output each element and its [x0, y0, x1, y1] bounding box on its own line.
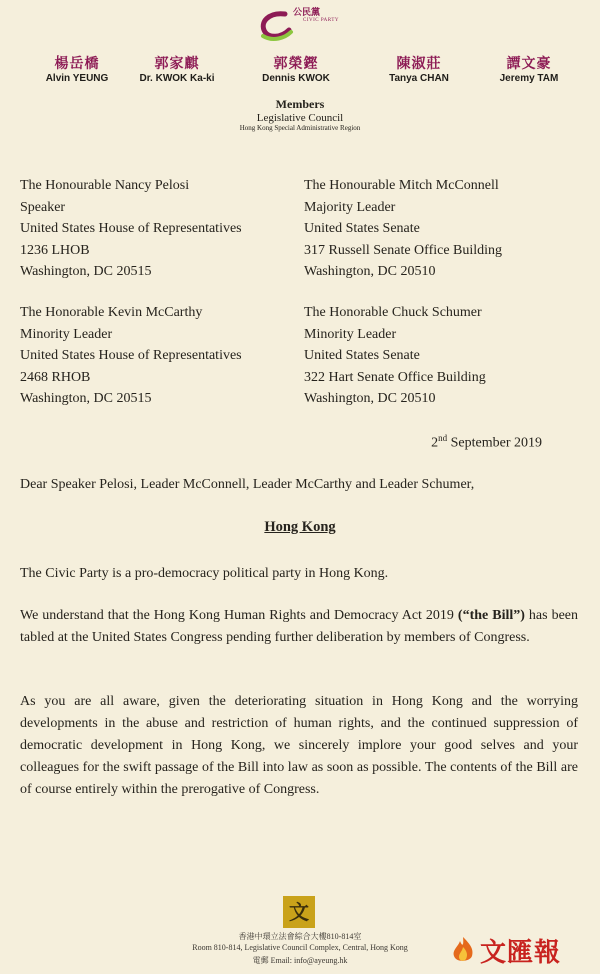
date-rest: September 2019 [447, 435, 542, 451]
recipient-mccarthy [20, 302, 242, 410]
paragraph-bill-text-b: has been tabled at the United States Congress pending further deliberation by members of Congress. [20, 608, 578, 645]
recipient-body: United States House of Representatives [20, 221, 242, 236]
recipient-body: United States House of Representatives [20, 348, 242, 363]
wenweipo-flame-icon [448, 935, 478, 965]
member-alvin-yeung [27, 56, 127, 85]
recipient-city: Washington, DC 20515 [20, 391, 152, 406]
date-suffix: nd [438, 433, 448, 443]
recipient-office: 2468 RHOB [20, 369, 91, 385]
member-english-name: Jeremy TAM [499, 73, 559, 84]
member-english-name: Dennis KWOK [262, 73, 330, 84]
footer-logo-glyph: 文 [289, 900, 309, 924]
recipient-title: Speaker [20, 199, 66, 215]
date-day: 2 [431, 435, 439, 451]
recipient-body: United States Senate [304, 348, 420, 363]
wenweipo-watermark [448, 930, 598, 970]
logo-subtext: CIVIC PARTY [303, 18, 339, 23]
recipient-title: Minority Leader [304, 326, 397, 342]
recipient-city: Washington, DC 20510 [304, 391, 436, 406]
member-english-name: Tanya CHAN [389, 73, 449, 84]
recipient-name: The Honorable Chuck Schumer [304, 305, 482, 320]
recipient-title: Minority Leader [20, 326, 113, 342]
recipient-city: Washington, DC 20510 [304, 264, 436, 279]
paragraph-bill-bold: (“the Bill”) [457, 608, 525, 623]
recipient-name: The Honourable Mitch McConnell [304, 178, 499, 193]
letter-date [431, 433, 542, 452]
footer-logo-mark [283, 896, 315, 928]
member-jeremy-tam [479, 56, 579, 85]
recipient-office: 322 Hart Senate Office Building [304, 369, 486, 385]
civic-party-logo [255, 6, 339, 46]
footer-logo-icon [283, 896, 315, 928]
recipient-title: Majority Leader [304, 199, 396, 215]
member-chinese-name: 郭家麒 [154, 56, 200, 72]
member-chinese-name: 郭榮鏗 [273, 56, 319, 72]
salutation: Dear Speaker Pelosi, Leader McConnell, Leader McCarthy and Leader Schumer, [20, 477, 475, 492]
member-english-name: Alvin YEUNG [45, 73, 109, 84]
member-chinese-name: 楊岳橋 [54, 56, 100, 72]
recipient-schumer [304, 302, 486, 410]
recipient-office: 317 Russell Senate Office Building [304, 242, 503, 258]
region-name: Hong Kong Special Administrative Region [239, 124, 361, 132]
paragraph-bill-text-a: We understand that the Hong Kong Human Rights and Democracy Act 2019 [20, 608, 458, 623]
paragraph-intro: The Civic Party is a pro-democracy political party in Hong Kong. [20, 566, 389, 581]
footer-email: 電郵 Email: info@ayeung.hk [252, 956, 348, 965]
logo-text: 公民黨 [293, 7, 321, 17]
subject-heading: Hong Kong [264, 519, 336, 535]
council-name: Legislative Council [256, 112, 344, 124]
paragraph-appeal: As you are all aware, given the deteriorating situation in Hong Kong and the worrying developments in the abuse and restriction of human rights, and the continued suppression of democratic development in Hong Kong, we sincerely implore your good selves and your colleagues for the swift passage of the Bill into law as soon as possible. The contents of the Bill are of course entirely within the prerogative of Congress. [20, 694, 578, 797]
recipient-pelosi [20, 175, 242, 283]
civic-party-logo-icon [255, 6, 295, 46]
member-tanya-chan [369, 56, 469, 85]
member-kwok-ka-ki [127, 56, 227, 85]
footer-address-chinese: 香港中環立法會綜合大樓810-814室 [238, 932, 362, 941]
member-chinese-name: 陳淑莊 [396, 56, 442, 72]
paragraph-bill [20, 605, 578, 649]
member-english-name: Dr. KWOK Ka-ki [139, 73, 215, 84]
footer-address-english: Room 810-814, Legislative Council Complex, Central, Hong Kong [192, 943, 408, 952]
recipient-mcconnell [304, 175, 502, 283]
recipient-city: Washington, DC 20515 [20, 264, 152, 279]
member-chinese-name: 譚文豪 [506, 56, 552, 72]
member-dennis-kwok [246, 56, 346, 85]
watermark-text: 文匯報 [480, 938, 562, 968]
members-heading: Members [275, 97, 325, 111]
recipient-body: United States Senate [304, 221, 420, 236]
recipient-name: The Honorable Kevin McCarthy [20, 305, 203, 320]
recipient-office: 1236 LHOB [20, 242, 90, 258]
recipient-name: The Honourable Nancy Pelosi [20, 178, 190, 193]
